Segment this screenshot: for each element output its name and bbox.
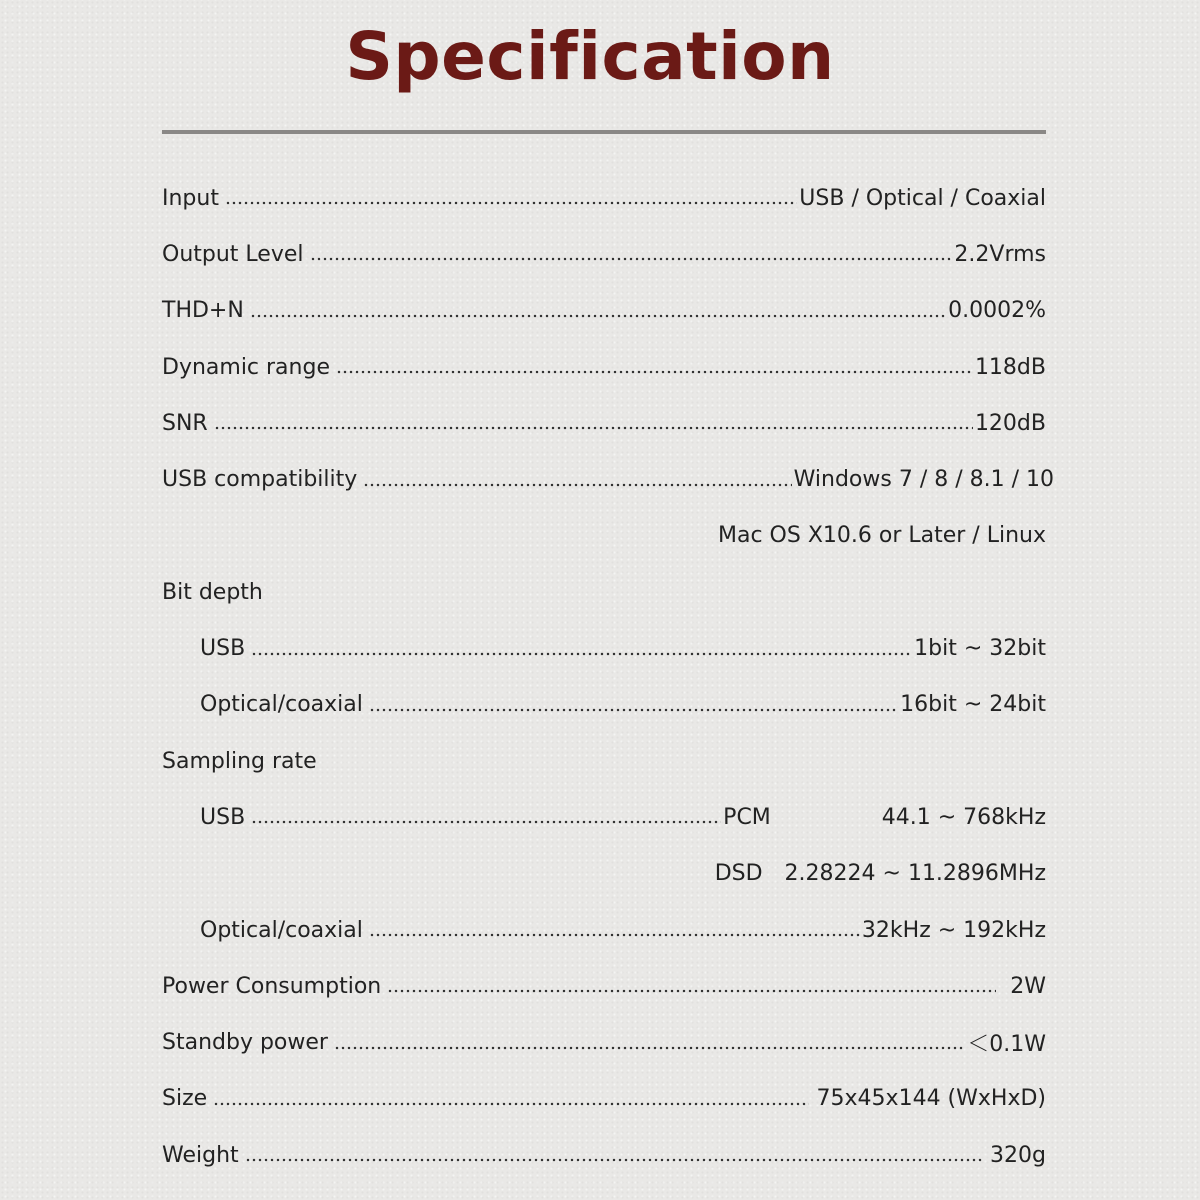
spec-value: 44.1 ~ 768kHz <box>881 804 1046 830</box>
spec-label: SNR <box>162 410 208 436</box>
spec-value: Windows 7 / 8 / 8.1 / 10 <box>793 467 1054 493</box>
spec-value: 118dB <box>974 354 1046 380</box>
dot-leader <box>334 1044 965 1052</box>
dot-leader <box>369 706 898 714</box>
spec-label: USB <box>200 636 246 662</box>
dot-leader <box>251 818 721 826</box>
dot-leader <box>250 312 946 320</box>
spec-heading-sampling-rate <box>162 733 1046 789</box>
spec-row-size <box>162 1071 1046 1127</box>
spec-row-bit-depth-usb <box>162 620 1046 676</box>
spec-value: 32kHz ~ 192kHz <box>861 917 1046 943</box>
dot-leader <box>245 1156 982 1164</box>
spec-row-usb-compatibility-continued <box>162 508 1046 564</box>
spec-row-usb-compatibility <box>162 451 1054 507</box>
spec-row-power-consumption <box>162 958 1046 1014</box>
spec-list <box>162 170 1054 1183</box>
spec-value: 2W <box>1010 973 1046 999</box>
spec-value: 2.2Vrms <box>954 241 1046 267</box>
spec-row-sampling-optical <box>162 902 1046 958</box>
spec-format-label: PCM <box>723 804 771 830</box>
spec-label: Dynamic range <box>162 354 330 380</box>
dot-leader <box>369 931 860 939</box>
spec-value: 75x45x144 (WxHxD) <box>816 1086 1046 1112</box>
spec-label: USB compatibility <box>162 467 358 493</box>
spec-heading: Bit depth <box>162 579 263 605</box>
spec-label: Input <box>162 185 219 211</box>
spec-value: ＜0.1W <box>967 1032 1046 1058</box>
spec-label: USB <box>200 804 246 830</box>
dot-leader <box>251 650 912 658</box>
spec-label: Power Consumption <box>162 973 382 999</box>
dot-leader <box>310 255 953 263</box>
spec-format-label: DSD <box>714 861 763 887</box>
spec-heading: Sampling rate <box>162 748 317 774</box>
spec-value: 1bit ~ 32bit <box>914 636 1046 662</box>
spec-row-weight <box>162 1127 1046 1183</box>
spec-row-bit-depth-optical <box>162 677 1046 733</box>
spec-label: THD+N <box>162 298 244 324</box>
spec-row-input <box>162 170 1046 226</box>
spec-row-dynamic-range <box>162 339 1046 395</box>
spec-label: Size <box>162 1086 208 1112</box>
dot-leader <box>213 1100 808 1108</box>
spec-label: Optical/coaxial <box>200 692 363 718</box>
spec-label: Optical/coaxial <box>200 917 363 943</box>
spec-row-snr <box>162 395 1046 451</box>
spec-value: 320g <box>990 1142 1046 1168</box>
spec-value: Mac OS X10.6 or Later / Linux <box>718 523 1046 549</box>
dot-leader <box>363 481 791 489</box>
dot-leader <box>214 424 973 432</box>
spec-value: 120dB <box>974 410 1046 436</box>
spec-heading-bit-depth <box>162 564 1046 620</box>
dot-leader <box>336 368 973 376</box>
spec-row-standby-power <box>162 1014 1046 1070</box>
spec-row-sampling-usb-dsd <box>162 846 1046 902</box>
spec-value: 0.0002% <box>948 298 1046 324</box>
spec-label: Weight <box>162 1142 239 1168</box>
spec-value: USB / Optical / Coaxial <box>799 185 1046 211</box>
spec-row-thdn <box>162 283 1046 339</box>
dot-leader <box>387 987 996 995</box>
dot-leader <box>225 199 797 207</box>
spec-value: 2.28224 ~ 11.2896MHz <box>784 861 1046 887</box>
spec-row-sampling-usb-pcm <box>162 789 1046 845</box>
spec-value: 16bit ~ 24bit <box>900 692 1046 718</box>
page-title: Specification <box>345 18 835 95</box>
title-divider <box>162 130 1046 134</box>
spec-label: Standby power <box>162 1030 328 1056</box>
spec-label: Output Level <box>162 241 304 267</box>
spec-row-output-level <box>162 226 1046 282</box>
